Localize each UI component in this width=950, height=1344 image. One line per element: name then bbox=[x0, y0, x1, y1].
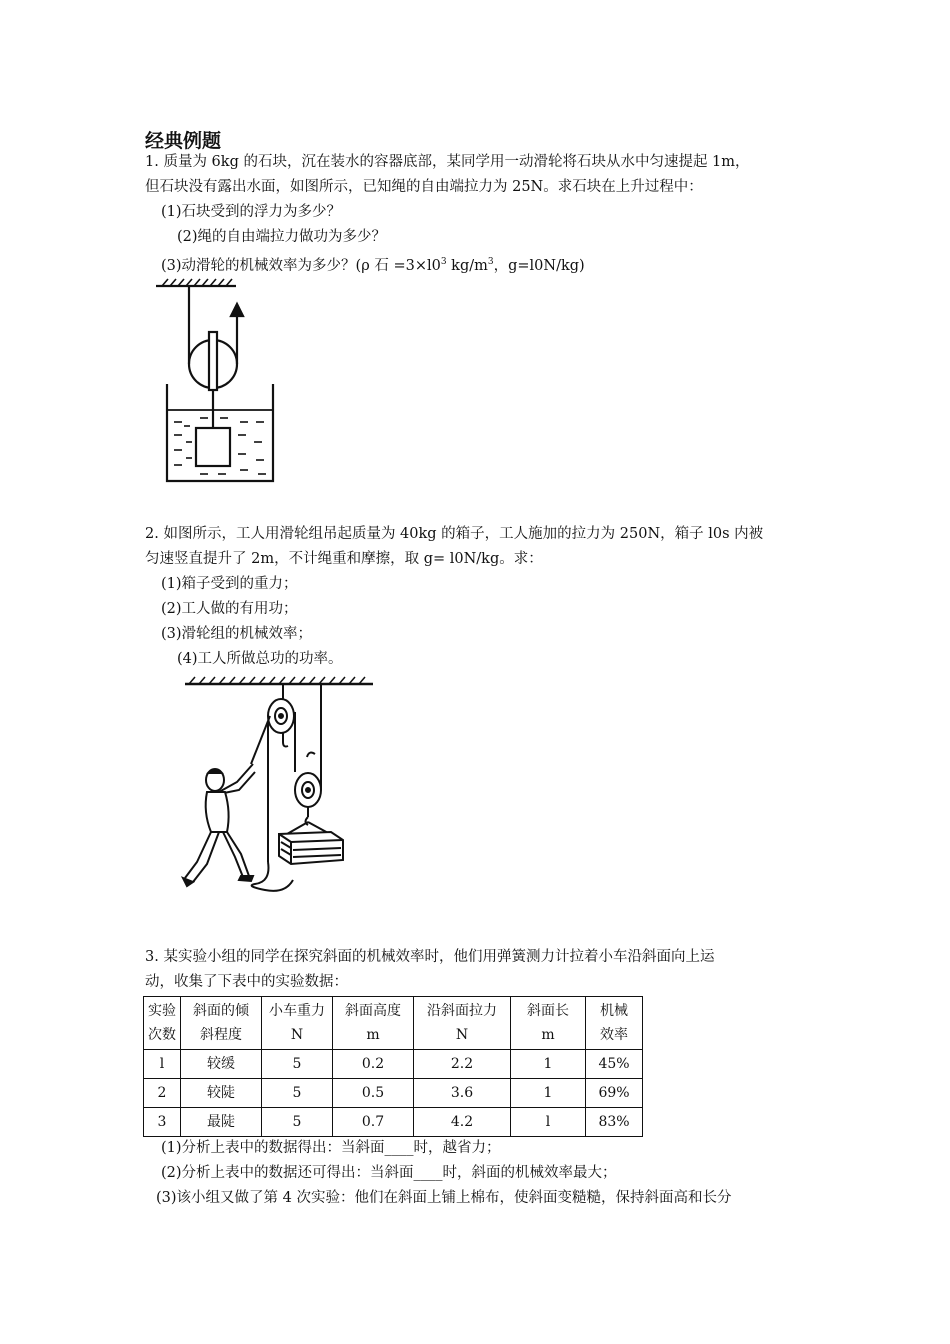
table-cell: 较陡 bbox=[181, 1079, 262, 1108]
table-cell: l bbox=[144, 1050, 181, 1079]
table-header-cell: 小车重力 N bbox=[262, 997, 333, 1050]
table-header-cell: 斜面的倾 斜程度 bbox=[181, 997, 262, 1050]
table-header-cell: 实验 次数 bbox=[144, 997, 181, 1050]
q2-text-line-2: 匀速竖直提升了 2m，不计绳重和摩擦，取 g= l0N/kg。求： bbox=[145, 551, 543, 567]
q2-subquestion-2: (2)工人做的有用功； bbox=[161, 601, 298, 617]
q1-subquestion-3: (3)动滑轮的机械效率为多少？(ρ 石 $=3\times l0^3$ $kg/m^3$，g=l0N/kg) bbox=[161, 257, 585, 274]
table-row bbox=[144, 1079, 643, 1108]
table-cell: l bbox=[511, 1108, 586, 1137]
table-header-cell: 沿斜面拉力 N bbox=[414, 997, 511, 1050]
table-cell: 3.6 bbox=[414, 1079, 511, 1108]
q2-text-line-1: 2. 如图所示，工人用滑轮组吊起质量为 40kg 的箱子，工人施加的拉力为 250N，箱子 l0s 内被 bbox=[145, 526, 764, 542]
table-cell: 69% bbox=[586, 1079, 643, 1108]
table-cell: 3 bbox=[144, 1108, 181, 1137]
table-cell: 0.7 bbox=[333, 1108, 414, 1137]
table-header-row bbox=[144, 997, 643, 1050]
worker-pulley-figure bbox=[175, 672, 385, 897]
table-cell: 2 bbox=[144, 1079, 181, 1108]
table-row bbox=[144, 1108, 643, 1137]
q3-text-line-2: 动，收集了下表中的实验数据： bbox=[145, 974, 348, 990]
table-cell: 较缓 bbox=[181, 1050, 262, 1079]
table-cell: 1 bbox=[511, 1079, 586, 1108]
table-cell: 0.2 bbox=[333, 1050, 414, 1079]
q3-subquestion-3: (3)该小组又做了第 4 次实验：他们在斜面上铺上棉布，使斜面变糙糙，保持斜面高和长分 bbox=[156, 1190, 732, 1206]
table-cell: 45% bbox=[586, 1050, 643, 1079]
table-cell: 5 bbox=[262, 1050, 333, 1079]
pulley-water-figure bbox=[140, 272, 280, 487]
q3-text-line-1: 3. 某实验小组的同学在探究斜面的机械效率时，他们用弹簧测力计拉着小车沿斜面向上运 bbox=[145, 949, 715, 965]
q1-text-line-2: 但石块没有露出水面，如图所示，已知绳的自由端拉力为 25N。求石块在上升过程中： bbox=[145, 179, 703, 195]
table-cell: 4.2 bbox=[414, 1108, 511, 1137]
experiment-data-table bbox=[143, 996, 643, 1137]
q3-subquestion-1: (1)分析上表中的数据得出：当斜面____时，越省力； bbox=[161, 1140, 501, 1156]
q2-subquestion-4: (4)工人所做总功的功率。 bbox=[177, 651, 343, 667]
table-header-cell: 机械 效率 bbox=[586, 997, 643, 1050]
table-header-cell: 斜面高度 m bbox=[333, 997, 414, 1050]
q2-subquestion-1: (1)箱子受到的重力； bbox=[161, 576, 298, 592]
table-cell: 0.5 bbox=[333, 1079, 414, 1108]
q2-subquestion-3: (3)滑轮组的机械效率； bbox=[161, 626, 313, 642]
table-header-cell: 斜面长 m bbox=[511, 997, 586, 1050]
q1-text-line-1: 1. 质量为 6kg 的石块，沉在装水的容器底部，某同学用一动滑轮将石块从水中匀速提起 1m， bbox=[145, 154, 750, 170]
table-cell: 5 bbox=[262, 1079, 333, 1108]
table-cell: 5 bbox=[262, 1108, 333, 1137]
section-heading: 经典例题 bbox=[145, 130, 222, 152]
table-cell: 83% bbox=[586, 1108, 643, 1137]
q1-subquestion-1: (1)石块受到的浮力为多少？ bbox=[161, 204, 342, 220]
table-cell: 1 bbox=[511, 1050, 586, 1079]
q3-subquestion-2: (2)分析上表中的数据还可得出：当斜面____时，斜面的机械效率最大； bbox=[161, 1165, 617, 1181]
table-cell: 2.2 bbox=[414, 1050, 511, 1079]
table-row bbox=[144, 1050, 643, 1079]
q1-subquestion-2: (2)绳的自由端拉力做功为多少？ bbox=[177, 229, 387, 245]
table-cell: 最陡 bbox=[181, 1108, 262, 1137]
